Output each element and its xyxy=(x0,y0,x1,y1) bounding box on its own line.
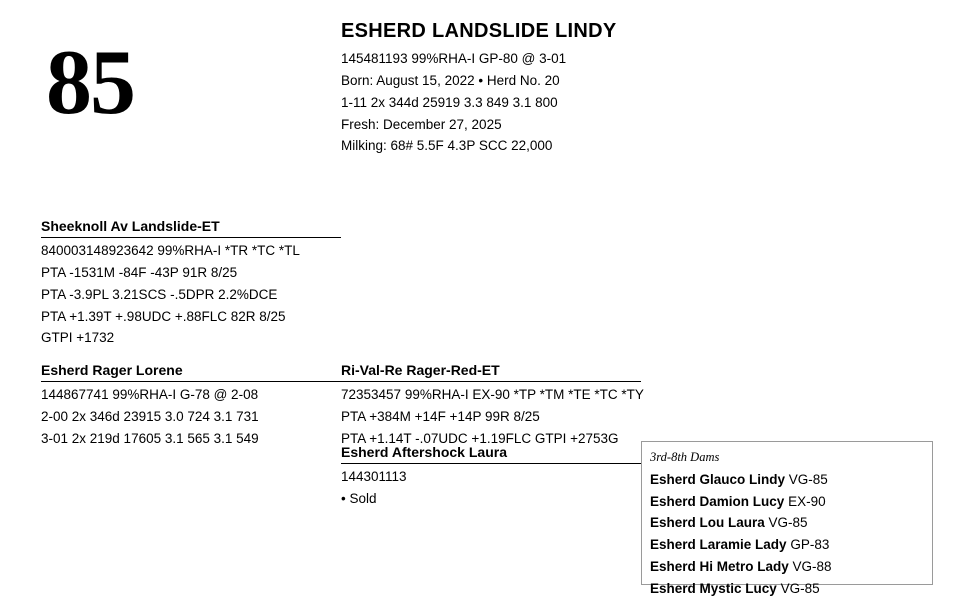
list-item xyxy=(650,491,932,513)
ancestor-dam-name: Esherd Laramie Lady xyxy=(650,537,787,553)
sire-rule xyxy=(41,237,341,238)
animal-header xyxy=(341,20,771,157)
list-item xyxy=(650,512,932,534)
list-item xyxy=(650,578,932,600)
maternal-grandsire-registration-line: 72353457 99%RHA-I EX-90 *TP *TM *TE *TC *TY xyxy=(341,387,644,402)
maternal-granddam-registration-line: 144301113 xyxy=(341,469,407,484)
ancestor-dam-name: Esherd Glauco Lindy xyxy=(650,471,786,487)
ancestor-dam-score: VG-88 xyxy=(792,559,832,575)
animal-record-line: 1-11 2x 344d 25919 3.3 849 3.1 800 xyxy=(341,94,558,110)
ancestor-dam-score: EX-90 xyxy=(788,493,826,509)
animal-fresh-line: Fresh: December 27, 2025 xyxy=(341,116,502,132)
dam-name: Esherd Rager Lorene xyxy=(41,362,183,378)
maternal-granddam-note: • Sold xyxy=(341,490,377,506)
dam-block xyxy=(41,360,341,450)
animal-milking-line: Milking: 68# 5.5F 4.3P SCC 22,000 xyxy=(341,138,553,154)
animal-registration-line: 145481193 99%RHA-I GP-80 @ 3-01 xyxy=(341,51,567,66)
dam-rule xyxy=(41,381,341,382)
list-item xyxy=(650,534,932,556)
list-item xyxy=(650,556,932,578)
sire-pta-health-line: PTA -3.9PL 3.21SCS -.5DPR 2.2%DCE xyxy=(41,286,278,302)
maternal-granddam-rule xyxy=(341,463,641,464)
dam-record-line-1: 2-00 2x 346d 23915 3.0 724 3.1 731 xyxy=(41,408,259,424)
ancestor-dam-name: Esherd Damion Lucy xyxy=(650,493,785,509)
list-item xyxy=(650,469,932,491)
dam-registration-line: 144867741 99%RHA-I G-78 @ 2-08 xyxy=(41,387,259,402)
maternal-grandsire-pta-production-line: PTA +384M +14F +14P 99R 8/25 xyxy=(341,408,540,424)
ancestor-dam-name: Esherd Hi Metro Lady xyxy=(650,559,789,575)
maternal-granddam-block xyxy=(341,442,641,510)
maternal-grandsire-rule xyxy=(341,381,641,382)
ancestor-dam-score: VG-85 xyxy=(780,581,820,597)
maternal-grandsire-pta-type-line: PTA +1.14T -.07UDC +1.19FLC GTPI +2753G xyxy=(341,430,619,446)
animal-born-line: Born: August 15, 2022 • Herd No. 20 xyxy=(341,72,560,88)
ancestor-dam-name: Esherd Lou Laura xyxy=(650,515,765,531)
ancestor-dams-box xyxy=(641,441,933,597)
sire-pta-production-line: PTA -1531M -84F -43P 91R 8/25 xyxy=(41,264,238,280)
sire-registration-line: 840003148923642 99%RHA-I *TR *TC *TL xyxy=(41,243,300,258)
sire-name: Sheeknoll Av Landslide-ET xyxy=(41,218,220,234)
ancestor-dams-title: 3rd-8th Dams xyxy=(650,450,720,464)
maternal-grandsire-name: Ri-Val-Re Rager-Red-ET xyxy=(341,362,500,378)
ancestor-dam-score: VG-85 xyxy=(768,515,808,531)
ancestor-dam-score: GP-83 xyxy=(790,537,830,553)
ancestor-dam-name: Esherd Mystic Lucy xyxy=(650,581,777,597)
sire-gtpi-line: GTPI +1732 xyxy=(41,330,115,346)
sire-block xyxy=(41,216,341,349)
maternal-granddam-name: Esherd Aftershock Laura xyxy=(341,444,507,460)
sire-pta-type-line: PTA +1.39T +.98UDC +.88FLC 82R 8/25 xyxy=(41,308,286,324)
ancestor-dam-score: VG-85 xyxy=(788,471,828,487)
maternal-grandsire-block xyxy=(341,360,644,450)
animal-name: ESHERD LANDSLIDE LINDY xyxy=(341,20,617,42)
dam-record-line-2: 3-01 2x 219d 17605 3.1 565 3.1 549 xyxy=(41,430,259,446)
lot-number: 85 xyxy=(46,31,134,133)
